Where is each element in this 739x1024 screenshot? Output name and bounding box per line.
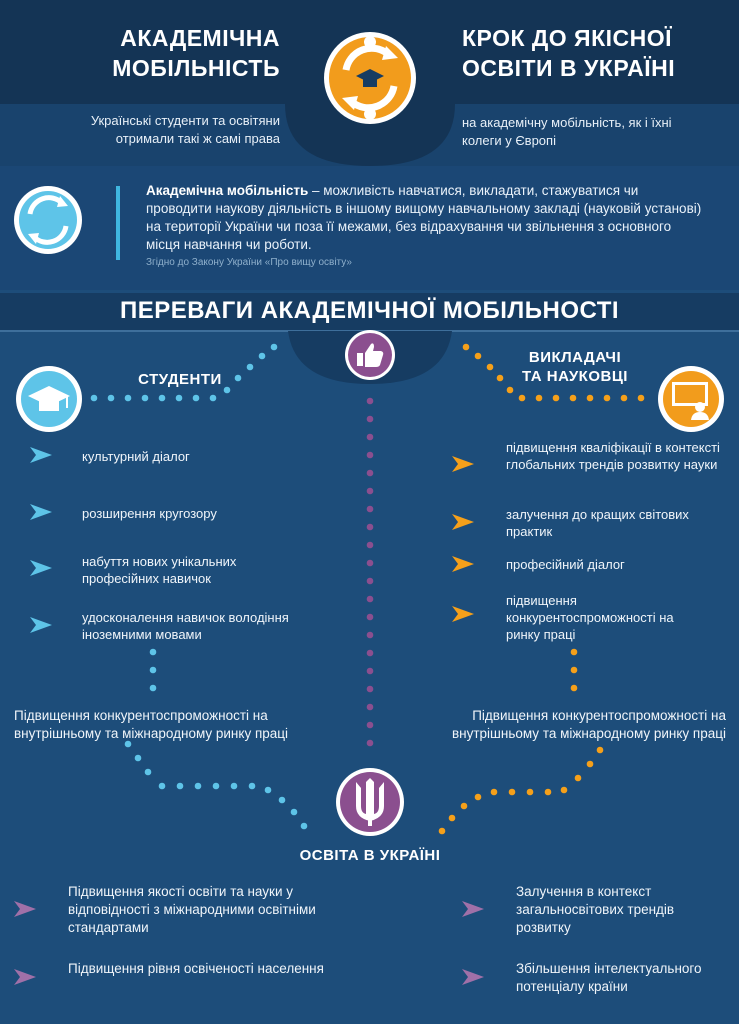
teachers-title — [500, 348, 650, 386]
title-line: АКАДЕМІЧНА — [120, 25, 280, 51]
teachers-result: Підвищення конкурентоспроможності на внутрішньому та міжнародному ринку праці — [451, 708, 726, 741]
students-item: розширення кругозору — [82, 506, 217, 521]
chevron-right-icon — [452, 456, 474, 472]
title-academic-mobility — [70, 23, 280, 83]
teachers-item: залучення до кращих світових практик — [506, 507, 689, 539]
students-title: СТУДЕНТИ — [138, 371, 222, 388]
students-result: Підвищення конкурентоспроможності на внутрішньому та міжнародному ринку праці — [14, 708, 289, 741]
chevron-right-icon — [14, 969, 36, 985]
title-line: ОСВІТИ В УКРАЇНІ — [462, 55, 676, 81]
chevron-right-icon — [462, 969, 484, 985]
definition-source: Згідно до Закону України «Про вищу освіту» — [146, 257, 352, 268]
definition-accent-bar — [116, 186, 120, 260]
education-right-item: Збільшення інтелектуального потенціалу країни — [516, 961, 702, 994]
students-item: удосконалення навичок володіння іноземними мовами — [82, 610, 289, 642]
thumbs-up-icon — [344, 329, 396, 381]
students-item: культурний діалог — [82, 449, 190, 464]
chevron-right-icon — [30, 504, 52, 520]
chevron-right-icon — [14, 901, 36, 917]
definition-term: Академічна мобільність — [146, 183, 309, 198]
teachers-item: професійний діалог — [506, 557, 625, 572]
chevron-right-icon — [452, 556, 474, 572]
title-step-to-quality — [462, 23, 722, 83]
teachers-item: підвищення кваліфікації в контексті глобальних трендів розвитку науки — [506, 440, 720, 472]
cycle-icon — [12, 184, 84, 256]
graduation-cap-icon — [14, 364, 84, 434]
teachers-title-line: ТА НАУКОВЦІ — [522, 368, 628, 385]
definition-text — [146, 182, 706, 254]
subtitle-right: на академічну мобільність, як і їхні колеги у Європі — [462, 115, 672, 148]
education-right-item: Залучення в контекст загальносвітових трендів розвитку — [516, 884, 675, 935]
teachers-title-line: ВИКЛАДАЧІ — [528, 349, 622, 366]
chevron-right-icon — [30, 447, 52, 463]
chevron-right-icon — [452, 514, 474, 530]
advantages-title: ПЕРЕВАГИ АКАДЕМІЧНОЇ МОБІЛЬНОСТІ — [119, 297, 620, 324]
title-line: КРОК ДО ЯКІСНОЇ — [462, 25, 672, 51]
education-left-item: Підвищення рівня освіченості населення — [68, 961, 324, 976]
teacher-board-icon — [656, 364, 726, 434]
definition-body: – можливість навчатися, викладати, стажуватися чи проводити наукову діяльність в іншому вищому навчальному закладі (науковій установі) на території України чи поза її межами, без відрахування чи звільнення з основного місця навчання чи роботи. — [146, 183, 702, 252]
teachers-item: підвищення конкурентоспроможності на ринку праці — [506, 593, 674, 642]
education-title: ОСВІТА В УКРАЇНІ — [299, 847, 441, 864]
students-item: набуття нових унікальних професійних навичок — [82, 554, 237, 586]
education-left-item: Підвищення якості освіти та науки у відповідності з міжнародними освітніми стандартами — [68, 884, 316, 935]
title-line: МОБІЛЬНІСТЬ — [112, 55, 280, 81]
chevron-right-icon — [462, 901, 484, 917]
trident-icon — [334, 766, 406, 838]
mobility-cycle-icon — [322, 30, 418, 126]
subtitle-left: Українські студенти та освітяни отримали такі ж самі права — [90, 113, 280, 146]
chevron-right-icon — [30, 560, 52, 576]
chevron-right-icon — [452, 606, 474, 622]
chevron-right-icon — [30, 617, 52, 633]
